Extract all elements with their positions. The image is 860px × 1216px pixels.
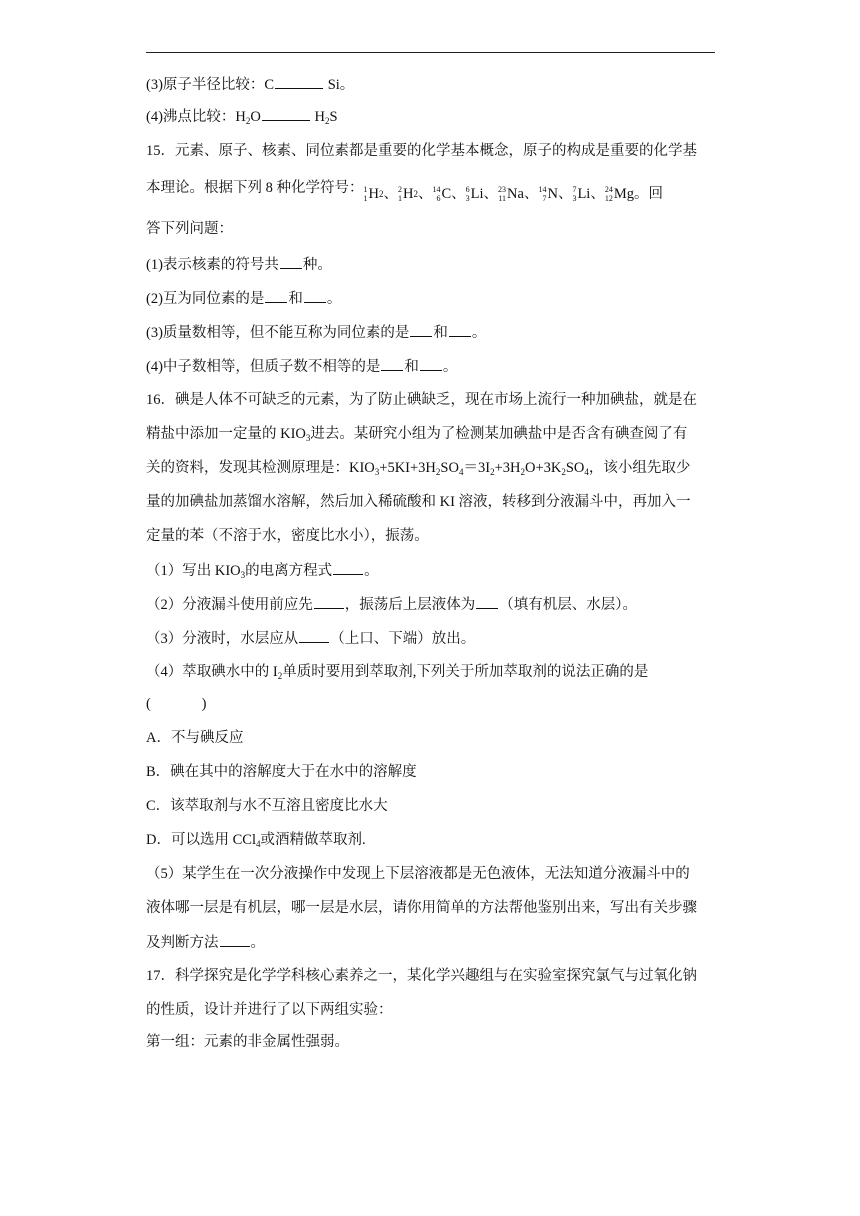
- q14-part4-s: S: [329, 109, 338, 125]
- answer-blank[interactable]: [275, 74, 323, 89]
- q16-sub2: [146, 594, 637, 615]
- subscript: 2: [413, 189, 418, 199]
- atomic-number: 7: [542, 194, 547, 203]
- element-symbol: N: [547, 186, 558, 202]
- answer-blank[interactable]: [304, 288, 326, 303]
- nuclide-symbol: [605, 184, 663, 204]
- q14-part4-label: (4)沸点比较：H: [146, 109, 246, 125]
- nuclide-symbol-list: [363, 180, 663, 203]
- q16-line5: 定量的苯（不溶于水，密度比水小），振荡。: [146, 528, 429, 544]
- q16-sub1: [146, 560, 379, 585]
- q17-line3: 第一组：元素的非金属性强弱。: [146, 1034, 349, 1050]
- subscript: 3: [240, 570, 246, 580]
- subscript: 2: [277, 671, 283, 681]
- nuclide-symbol: [572, 184, 604, 204]
- q15-part1-text: (1)表示核素的符号共: [146, 257, 279, 273]
- answer-blank[interactable]: [220, 932, 250, 947]
- q16-eq-part: O+3K: [524, 460, 562, 476]
- q16-line2-a: 精盐中添加一定量的 KIO: [146, 426, 306, 442]
- answer-blank[interactable]: [410, 322, 432, 337]
- separator: 。回: [633, 186, 663, 202]
- q15-intro-line2: [146, 178, 663, 204]
- q15-part2: [146, 288, 341, 309]
- atomic-number: 11: [498, 194, 507, 203]
- q15-part4-and: 和: [404, 359, 419, 375]
- separator: 、: [417, 186, 433, 202]
- q16-eq-part: SO: [565, 460, 585, 476]
- nuclide-mass-atomic: [498, 185, 506, 203]
- mass-number: 2: [397, 185, 402, 194]
- q14-part4: [146, 106, 338, 131]
- q14-part3-tail: Si。: [324, 77, 355, 93]
- element-symbol: H: [368, 186, 379, 202]
- answer-blank[interactable]: [381, 356, 403, 371]
- header-rule: [146, 52, 715, 53]
- nuclide-symbol: [498, 184, 538, 204]
- nuclide-symbol: [538, 184, 572, 204]
- subscript: 2: [245, 116, 251, 126]
- atomic-number: 3: [572, 194, 577, 203]
- atomic-number: 3: [465, 194, 470, 203]
- answer-blank[interactable]: [449, 322, 471, 337]
- mass-number: 1: [363, 185, 368, 194]
- q16-sub3: [146, 628, 475, 649]
- q16-eq-part: SO: [440, 460, 459, 476]
- q16-sub1-a: （1）写出 KIO: [146, 563, 241, 579]
- q16-sub5-line2: 液体哪一层是有机层，哪一层是水层，请你用简单的方法帮他鉴别出来，写出有关步骤: [146, 900, 697, 916]
- subscript: 2: [561, 467, 566, 477]
- q15-intro-line1: 15．元素、原子、核素、同位素都是重要的化学基本概念，原子的构成是重要的化学基: [146, 143, 697, 159]
- subscript: 3: [305, 433, 311, 443]
- q15-part4: [146, 356, 457, 377]
- mass-number: 24: [604, 185, 613, 194]
- nuclide-symbol: [466, 184, 498, 204]
- q16-sub5-line3: [146, 932, 265, 953]
- answer-blank[interactable]: [333, 560, 363, 575]
- answer-blank[interactable]: [299, 628, 329, 643]
- q15-part4-text: (4)中子数相等，但质子数不相等的是: [146, 359, 381, 375]
- nuclide-symbol: [398, 184, 432, 204]
- q15-intro-line3: 答下列问题：: [146, 221, 233, 237]
- q16-sub5-a: 及判断方法: [146, 935, 219, 951]
- separator: 、: [590, 186, 605, 202]
- mass-number: 23: [498, 185, 507, 194]
- separator: 、: [557, 186, 573, 202]
- separator: 、: [523, 186, 539, 202]
- nuclide-mass-atomic: [605, 185, 613, 203]
- atomic-number: 1: [397, 194, 402, 203]
- q14-part4-o: O: [250, 109, 261, 125]
- atomic-number: 12: [604, 194, 613, 203]
- q17-line1: 17．科学探究是化学学科核心素养之一，某化学兴趣组与在实验室探究氯气与过氧化钠: [146, 968, 697, 984]
- element-symbol: Na: [507, 186, 524, 202]
- subscript: 2: [520, 467, 525, 477]
- subscript: 3: [374, 467, 380, 477]
- mass-number: 6: [465, 185, 470, 194]
- q16-sub2-b: ，振荡后上层液体为: [344, 597, 476, 613]
- separator: 、: [451, 186, 466, 202]
- q16-sub5-line1: （5）某学生在一次分液操作中发现上下层溶液都是无色液体，无法知道分液漏斗中的: [146, 866, 690, 882]
- separator: 、: [383, 186, 398, 202]
- q16-eq-part: +3H: [494, 460, 521, 476]
- answer-blank[interactable]: [262, 106, 310, 121]
- nuclide-symbol: [432, 184, 465, 204]
- q16-line2-b: 进去。某研究小组为了检测某加碘盐中是否含有碘查阅了有: [310, 426, 688, 442]
- element-symbol: Li: [577, 186, 591, 202]
- answer-blank[interactable]: [265, 288, 287, 303]
- q15-part2-text: (2)互为同位素的是: [146, 291, 265, 307]
- q15-part1-tail: 种。: [302, 257, 332, 273]
- nuclide-mass-atomic: [538, 185, 546, 203]
- subscript: 2: [378, 189, 384, 199]
- subscript: 2: [324, 116, 330, 126]
- q16-sub3-b: （上口、下端）放出。: [330, 631, 476, 647]
- option-c[interactable]: C．该萃取剂与水不互溶且密度比水大: [146, 798, 388, 814]
- q16-equation-line: [146, 458, 690, 482]
- nuclide-mass-atomic: [432, 185, 440, 203]
- answer-blank[interactable]: [476, 594, 498, 609]
- subscript: 2: [490, 467, 495, 477]
- subscript: 4: [255, 839, 261, 849]
- q16-sub4-a: （4）萃取碘水中的 I: [146, 664, 278, 680]
- q15-part4-tail: 。: [442, 359, 458, 375]
- separator: 、: [483, 186, 499, 202]
- answer-blank[interactable]: [314, 594, 344, 609]
- option-d-a: D．可以选用 CCl: [146, 832, 256, 848]
- subscript: 4: [458, 467, 464, 477]
- q15-part3-and: 和: [433, 325, 448, 341]
- q15-intro-prefix: 本理论。根据下列 8 种化学符号：: [146, 180, 364, 196]
- q16-line4: 量的加碘盐加蒸馏水溶解，然后加入稀硫酸和 KI 溶液，转移到分液漏斗中，再加入一: [146, 494, 691, 510]
- nuclide-mass-atomic: [466, 185, 470, 203]
- subscript: 4: [584, 467, 589, 477]
- q16-sub1-b: 的电离方程式: [245, 563, 333, 579]
- option-d[interactable]: [146, 830, 366, 854]
- answer-parentheses[interactable]: ( ): [146, 696, 207, 712]
- answer-blank[interactable]: [280, 254, 302, 269]
- q15-part3: [146, 322, 486, 343]
- mass-number: 14: [538, 185, 547, 194]
- q15-part3-tail: 。: [471, 325, 487, 341]
- q15-part1: [146, 254, 332, 275]
- q15-part2-and: 和: [288, 291, 303, 307]
- q16-eq-part: ，该小组先取少: [588, 460, 691, 476]
- q14-part4-tail: H: [310, 109, 325, 125]
- element-symbol: Li: [470, 186, 484, 202]
- q16-sub1-c: 。: [364, 563, 379, 579]
- q16-sub3-a: （3）分液时，水层应从: [146, 631, 299, 647]
- q16-eq-part: +5KI+3H: [379, 460, 436, 476]
- mass-number: 14: [432, 185, 441, 194]
- q14-part3-label: (3)原子半径比较：C: [146, 77, 275, 93]
- element-symbol: Mg: [613, 186, 634, 202]
- q16-eq-part: ＝3I: [463, 460, 491, 476]
- nuclide-mass-atomic: [398, 185, 402, 203]
- q15-part3-text: (3)质量数相等，但不能互称为同位素的是: [146, 325, 410, 341]
- atomic-number: 1: [363, 194, 368, 203]
- q14-part3: [146, 74, 354, 95]
- q16-sub5-b: 。: [250, 935, 265, 951]
- q17-line2: 的性质，设计并进行了以下两组实验：: [146, 1002, 393, 1018]
- q16-eq-part: 关的资料，发现其检测原理是：KIO: [146, 460, 375, 476]
- option-d-b: 或酒精做萃取剂.: [260, 832, 366, 848]
- option-a[interactable]: A．不与碘反应: [146, 730, 244, 746]
- q16-sub2-c: （填有机层、水层）。: [499, 597, 637, 613]
- subscript: 2: [435, 467, 441, 477]
- nuclide-mass-atomic: [572, 185, 576, 203]
- element-symbol: H: [402, 186, 414, 202]
- atomic-number: 6: [436, 194, 441, 203]
- q16-sub2-a: （2）分液漏斗使用前应先: [146, 597, 313, 613]
- q16-line1: 16．碘是人体不可缺乏的元素，为了防止碘缺乏，现在市场上流行一种加碘盐，就是在: [146, 392, 697, 408]
- nuclide-symbol: [364, 184, 398, 204]
- q16-line2: [146, 424, 687, 448]
- q16-sub4: [146, 662, 648, 686]
- q15-part2-tail: 。: [326, 291, 342, 307]
- answer-blank[interactable]: [420, 356, 442, 371]
- option-b[interactable]: B．碘在其中的溶解度大于在水中的溶解度: [146, 764, 417, 780]
- q16-sub4-b: 单质时要用到萃取剂,下列关于所加萃取剂的说法正确的是: [282, 664, 649, 680]
- element-symbol: C: [441, 186, 452, 202]
- mass-number: 7: [572, 185, 577, 194]
- nuclide-mass-atomic: [364, 185, 368, 203]
